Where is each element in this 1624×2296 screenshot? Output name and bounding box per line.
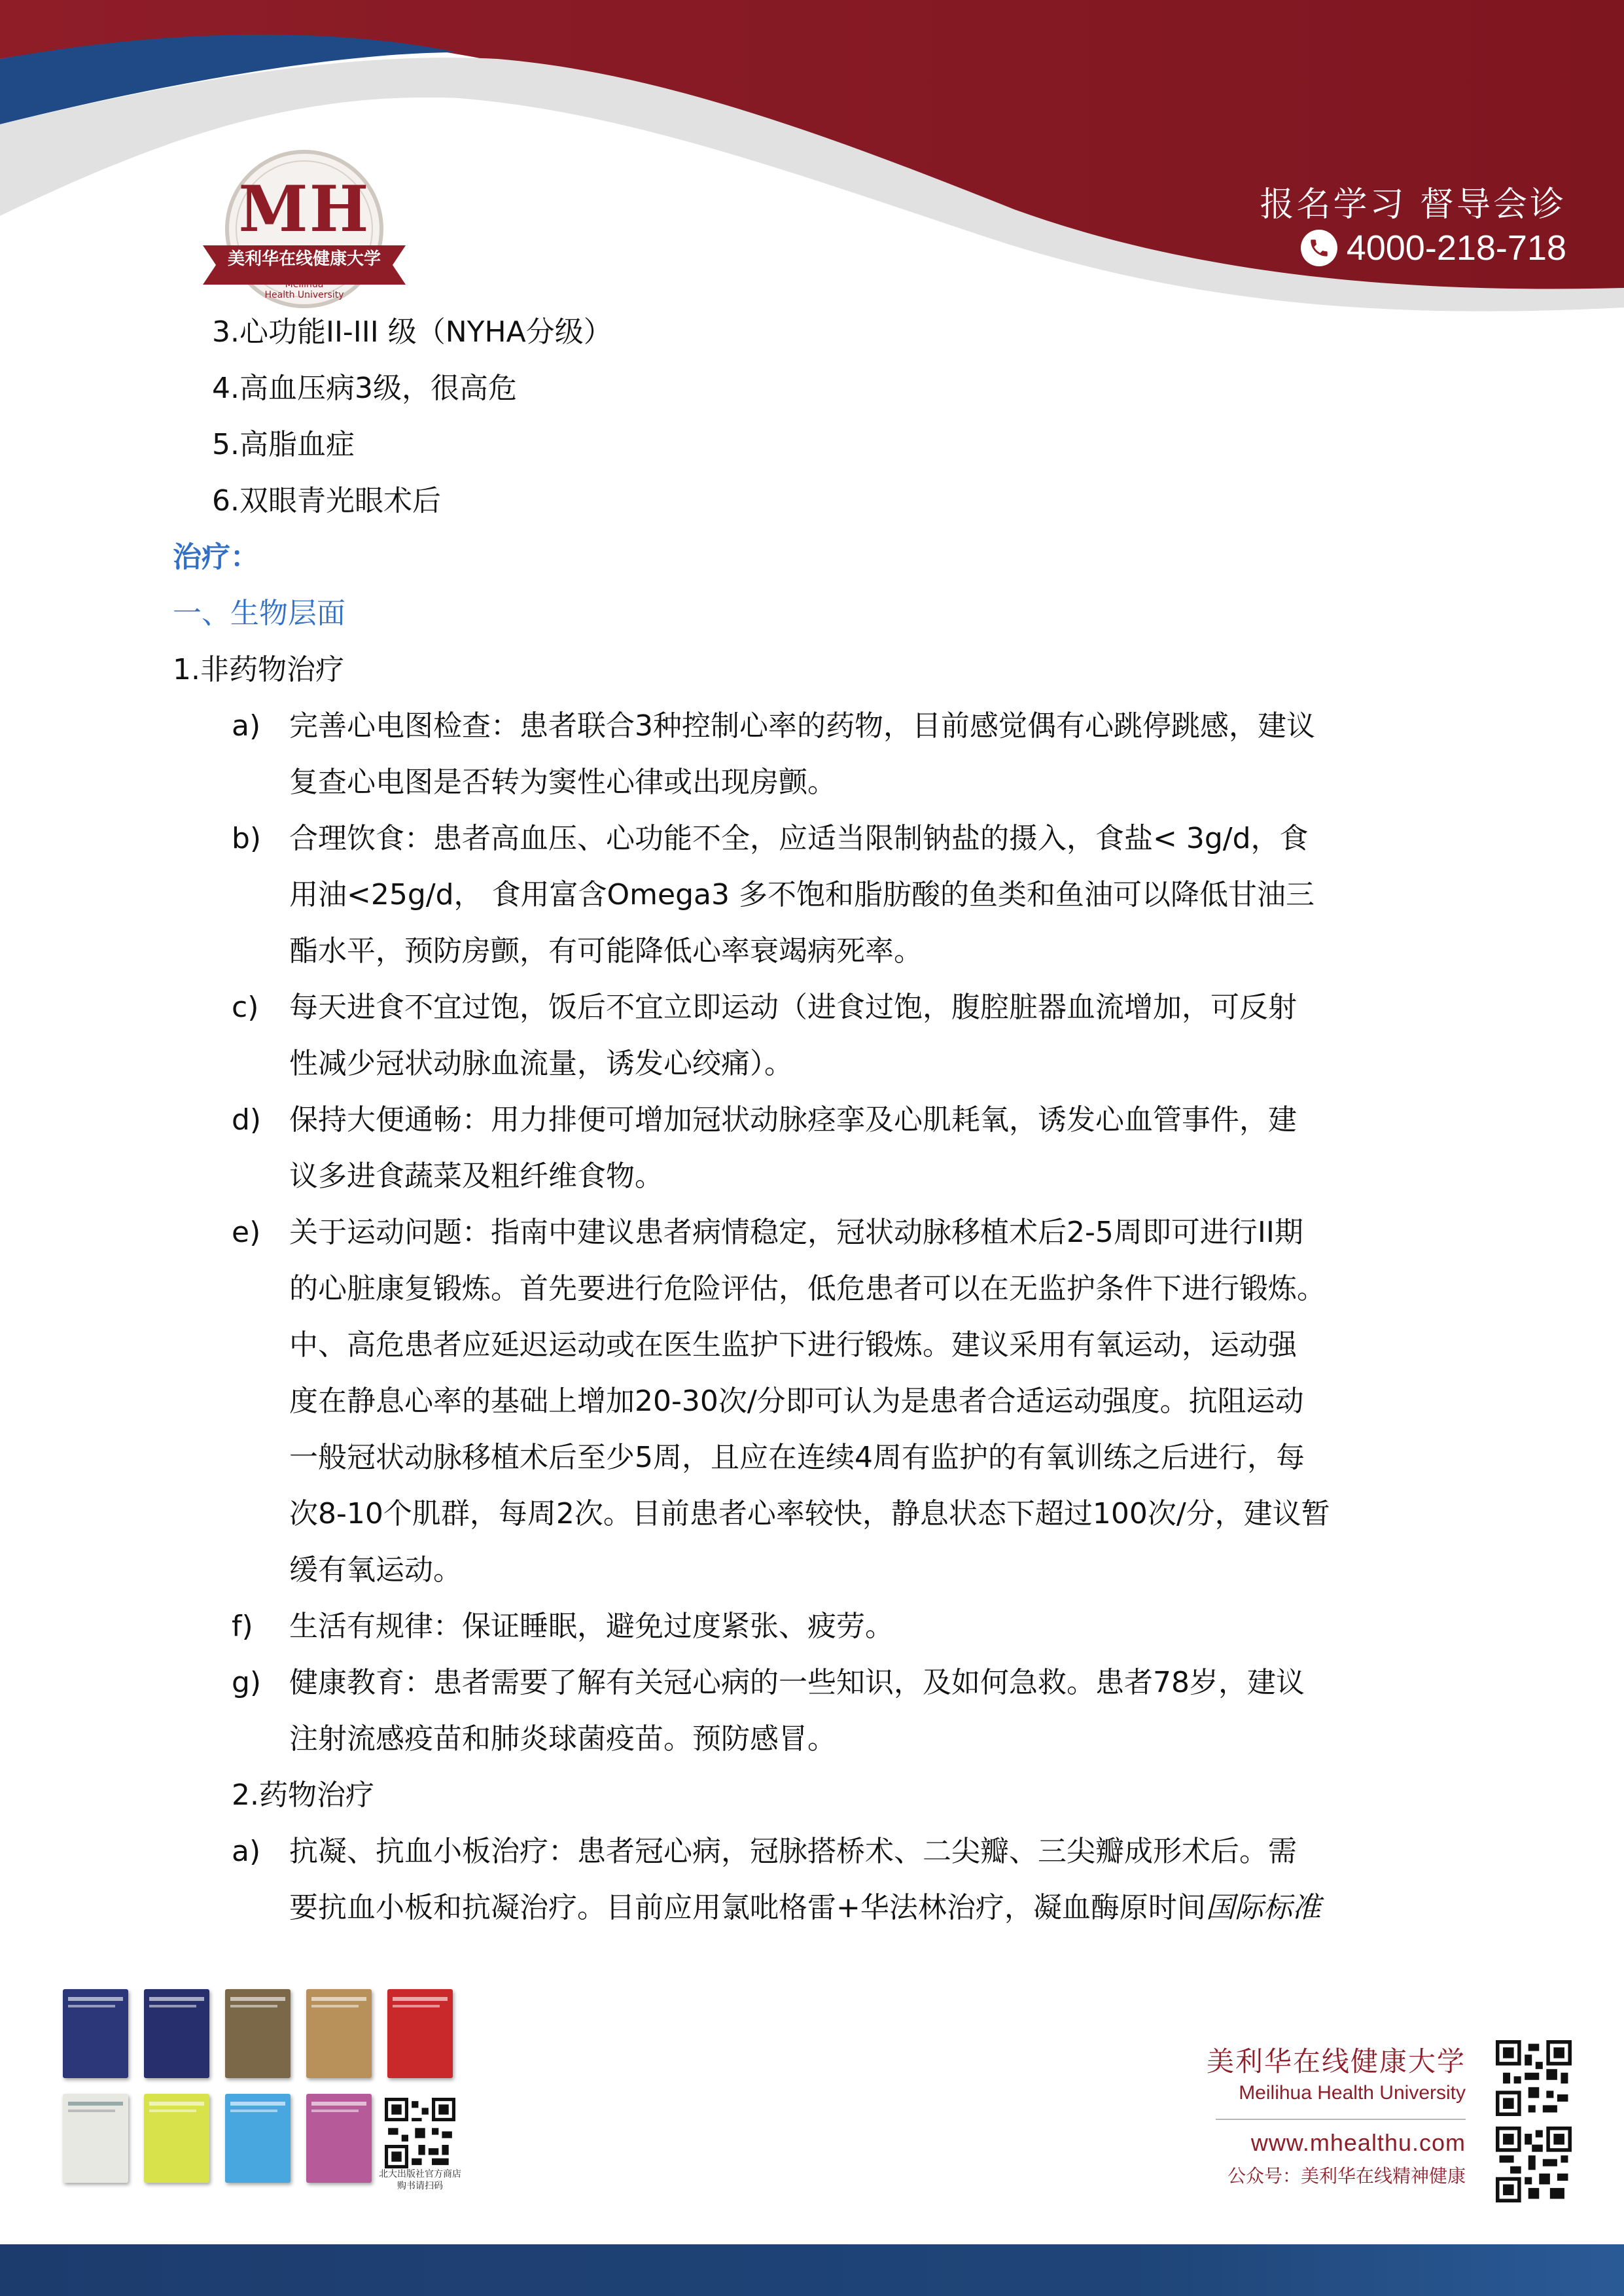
drug-item-a-line1: 抗凝、抗血小板治疗：患者冠心病，冠脉搭桥术、二尖瓣、三尖瓣成形术后。需 bbox=[289, 1835, 1297, 1868]
footer-website-link[interactable]: www.mhealthu.com bbox=[1250, 2129, 1466, 2156]
item-e-line: 度在静息心率的基础上增加20-30次/分即可认为是患者合适运动强度。抗阻运动 bbox=[289, 1385, 1304, 1418]
item-a-line: 复查心电图是否转为窦性心律或出现房颤。 bbox=[289, 766, 836, 799]
item-label: e) bbox=[232, 1216, 261, 1249]
footer-org-name: 美利华在线健康大学 bbox=[1206, 2045, 1466, 2077]
logo-mark: MH bbox=[238, 172, 370, 246]
item-a-line: 完善心电图检查：患者联合3种控制心率的药物，目前感觉偶有心跳停跳感，建议 bbox=[289, 709, 1315, 743]
item-e-line: 缓有氧运动。 bbox=[289, 1553, 462, 1587]
item-e-line: 一般冠状动脉移植术后至少5周，且应在连续4周有监护的有氧训练之后进行，每 bbox=[289, 1441, 1305, 1474]
book-cover[interactable] bbox=[387, 1989, 453, 2078]
book-cover[interactable] bbox=[225, 1989, 291, 2078]
item-label: d) bbox=[232, 1103, 262, 1137]
shop-qr-code-icon[interactable] bbox=[385, 2098, 455, 2168]
item-d-line: 议多进食蔬菜及粗纤维食物。 bbox=[289, 1159, 663, 1193]
header-slogan: 报名学习 督导会诊 bbox=[1260, 185, 1566, 224]
item-label: b) bbox=[232, 822, 262, 855]
mh-logo bbox=[196, 147, 412, 330]
website-qr-code-icon[interactable] bbox=[1496, 2040, 1572, 2116]
item-label: f) bbox=[232, 1610, 253, 1643]
book-cover[interactable] bbox=[306, 2094, 372, 2183]
header-phone[interactable] bbox=[1301, 228, 1566, 268]
logo-sub-line2: Health University bbox=[264, 290, 344, 300]
item-e-line: 的心脏康复锻炼。首先要进行危险评估，低危患者可以在无监护条件下进行锻炼。 bbox=[289, 1272, 1326, 1305]
item-b-line: 合理饮食：患者高血压、心功能不全，应适当限制钠盐的摄入，食盐< 3g/d，食 bbox=[289, 822, 1309, 855]
item-label: c) bbox=[232, 991, 259, 1024]
footer-divider bbox=[1216, 2119, 1466, 2120]
book-cover[interactable] bbox=[225, 2094, 291, 2183]
diagnosis-item-4: 4.高血压病3级，很高危 bbox=[212, 372, 517, 405]
book-cover[interactable] bbox=[144, 1989, 209, 2078]
subsection-nondrug: 1.非药物治疗 bbox=[173, 653, 344, 686]
wechat-qr-code-icon[interactable] bbox=[1496, 2127, 1572, 2202]
footer-org-english: Meilihua Health University bbox=[1239, 2082, 1466, 2104]
treatment-heading: 治疗： bbox=[173, 540, 259, 574]
footer-bottom-bar bbox=[0, 2244, 1624, 2296]
phone-icon bbox=[1301, 230, 1337, 266]
item-c-line: 每天进食不宜过饱，饭后不宜立即运动（进食过饱，腹腔脏器血流增加，可反射 bbox=[289, 991, 1297, 1024]
item-e-line: 中、高危患者应延迟运动或在医生监护下进行锻炼。建议采用有氧运动，运动强 bbox=[289, 1328, 1297, 1362]
item-e-line: 次8-10个肌群，每周2次。目前患者心率较快，静息状态下超过100次/分，建议暂 bbox=[289, 1497, 1330, 1530]
logo-sub-line1: Meilihua bbox=[285, 279, 324, 290]
shop-qr-caption: 北大出版社官方商店 购书请扫码 bbox=[379, 2169, 461, 2191]
subsection-drug: 2.药物治疗 bbox=[232, 1778, 374, 1812]
logo-ribbon-text: 美利华在线健康大学 bbox=[227, 249, 381, 269]
section-biological: 一、生物层面 bbox=[173, 597, 345, 630]
item-label: a) bbox=[232, 709, 261, 743]
book-cover[interactable] bbox=[63, 2094, 128, 2183]
book-cover[interactable] bbox=[144, 2094, 209, 2183]
drug-item-a-line2-italic: 国际标准 bbox=[1205, 1891, 1321, 1924]
book-cover[interactable] bbox=[63, 1989, 128, 2078]
item-b-line: 用油<25g/d， 食用富含Omega3 多不饱和脂肪酸的鱼类和鱼油可以降低甘油三 bbox=[289, 878, 1315, 911]
logo-subtitle bbox=[196, 279, 412, 300]
item-g-line: 健康教育：患者需要了解有关冠心病的一些知识，及如何急救。患者78岁，建议 bbox=[289, 1666, 1305, 1699]
item-c-line: 性减少冠状动脉血流量，诱发心绞痛）。 bbox=[289, 1047, 793, 1080]
drug-item-a-line2 bbox=[289, 1888, 1321, 1928]
drug-item-a-line2-text: 要抗血小板和抗凝治疗。目前应用氯吡格雷+华法林治疗，凝血酶原时间 bbox=[289, 1891, 1206, 1924]
item-label: g) bbox=[232, 1666, 262, 1699]
item-f-line: 生活有规律：保证睡眠，避免过度紧张、疲劳。 bbox=[289, 1610, 894, 1643]
item-b-line: 酯水平，预防房颤，有可能降低心率衰竭病死率。 bbox=[289, 934, 923, 968]
diagnosis-item-3: 3.心功能II-III 级（NYHA分级） bbox=[212, 315, 612, 349]
book-cover[interactable] bbox=[306, 1989, 372, 2078]
phone-number: 4000-218-718 bbox=[1346, 228, 1566, 268]
diagnosis-item-5: 5.高脂血症 bbox=[212, 428, 355, 461]
diagnosis-item-6: 6.双眼青光眼术后 bbox=[212, 484, 441, 518]
item-label: a) bbox=[232, 1835, 261, 1868]
item-g-line: 注射流感疫苗和肺炎球菌疫苗。预防感冒。 bbox=[289, 1722, 836, 1756]
item-d-line: 保持大便通畅：用力排便可增加冠状动脉痉挛及心肌耗氧，诱发心血管事件，建 bbox=[289, 1103, 1297, 1137]
item-e-line: 关于运动问题：指南中建议患者病情稳定，冠状动脉移植术后2-5周即可进行II期 bbox=[289, 1216, 1303, 1249]
footer-wechat: 公众号：美利华在线精神健康 bbox=[1227, 2165, 1466, 2187]
